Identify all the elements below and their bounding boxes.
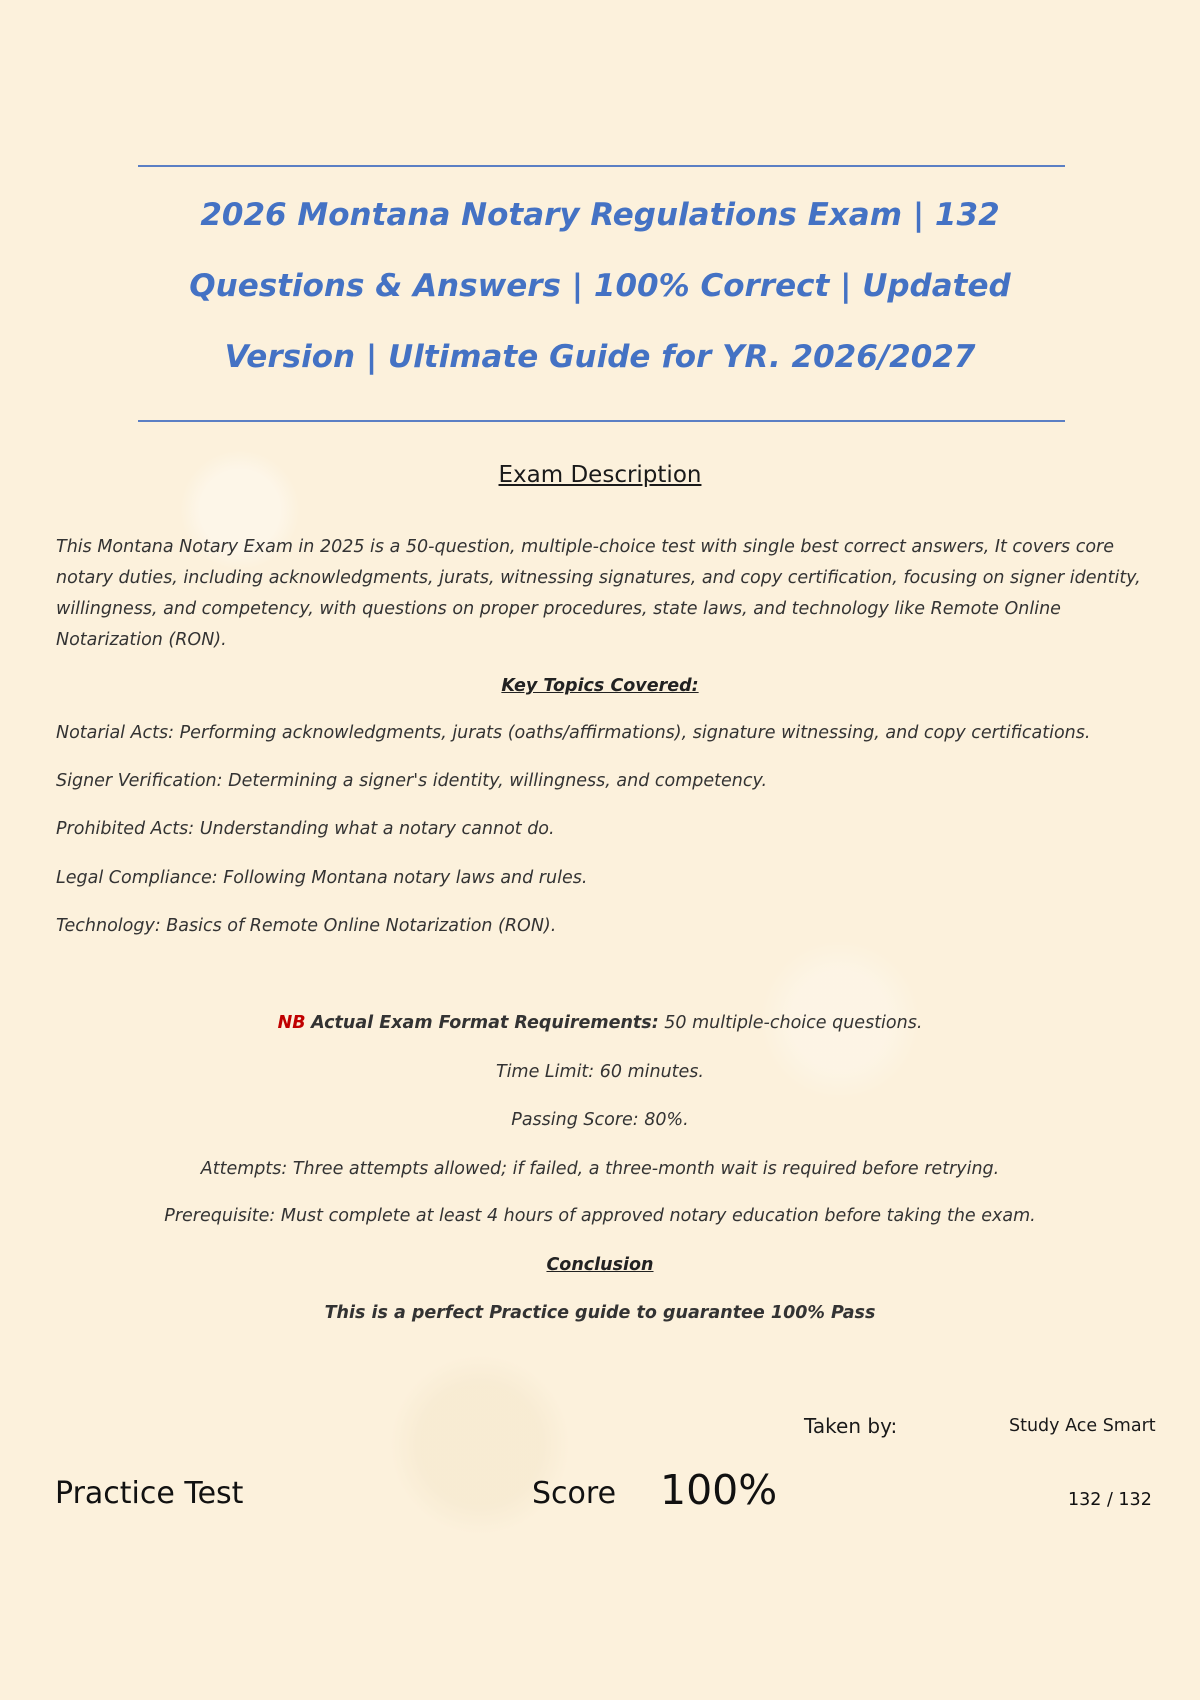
prerequisite: Prerequisite: Must complete at least 4 hours of approved notary education before taking the exam. — [164, 1206, 1036, 1226]
key-topics-heading: Key Topics Covered: — [501, 676, 699, 696]
topic-item: Signer Verification: Determining a signer's identity, willingness, and competency. — [56, 771, 768, 791]
score-label: Score — [532, 1476, 617, 1511]
title-rule-bottom — [138, 420, 1065, 422]
title-rule-top — [138, 165, 1065, 167]
time-limit: Time Limit: 60 minutes. — [495, 1062, 704, 1082]
topic-item: Legal Compliance: Following Montana notary laws and rules. — [56, 868, 588, 888]
topic-item: Technology: Basics of Remote Online Notarization (RON). — [56, 916, 557, 936]
exam-description-heading: Exam Description — [498, 462, 702, 488]
nb-label: NB — [277, 1013, 306, 1033]
format-requirements-label: Actual Exam Format Requirements: — [311, 1013, 659, 1033]
topic-item: Notarial Acts: Performing acknowledgments, jurats (oaths/affirmations), signature witnessing, and copy certifications. — [56, 723, 1091, 743]
conclusion-text: This is a perfect Practice guide to guarantee 100% Pass — [324, 1303, 876, 1323]
passing-score: Passing Score: 80%. — [511, 1110, 689, 1130]
document-title: 2026 Montana Notary Regulations Exam | 132 Questions & Answers | 100% Correct | Updated Version | Ultimate Guide for YR. 2026/2027 — [189, 197, 1011, 375]
exam-description-text: This Montana Notary Exam in 2025 is a 50-question, multiple-choice test with single best correct answers, It covers core notary duties, including acknowledgments, jurats, witnessing signatures, and copy certification, focusing on signer identity, willingness, and competency, with questions on proper procedures, state laws, and technology like Remote Online Notarization (RON). — [56, 537, 1141, 650]
topic-item: Prohibited Acts: Understanding what a notary cannot do. — [56, 819, 555, 839]
conclusion-heading: Conclusion — [546, 1255, 654, 1275]
taken-by-label: Taken by: — [804, 1414, 898, 1438]
conclusion-heading-row — [0, 1255, 1200, 1275]
taken-by-value: Study Ace Smart — [1009, 1416, 1156, 1436]
format-requirements-value: 50 multiple-choice questions. — [658, 1013, 923, 1033]
score-value: 100% — [660, 1466, 778, 1514]
format-requirements-line — [0, 1013, 1200, 1033]
score-count: 132 / 132 — [1068, 1490, 1152, 1510]
practice-test-label: Practice Test — [55, 1476, 244, 1511]
attempts: Attempts: Three attempts allowed; if failed, a three-month wait is required before retrying. — [200, 1159, 1000, 1179]
